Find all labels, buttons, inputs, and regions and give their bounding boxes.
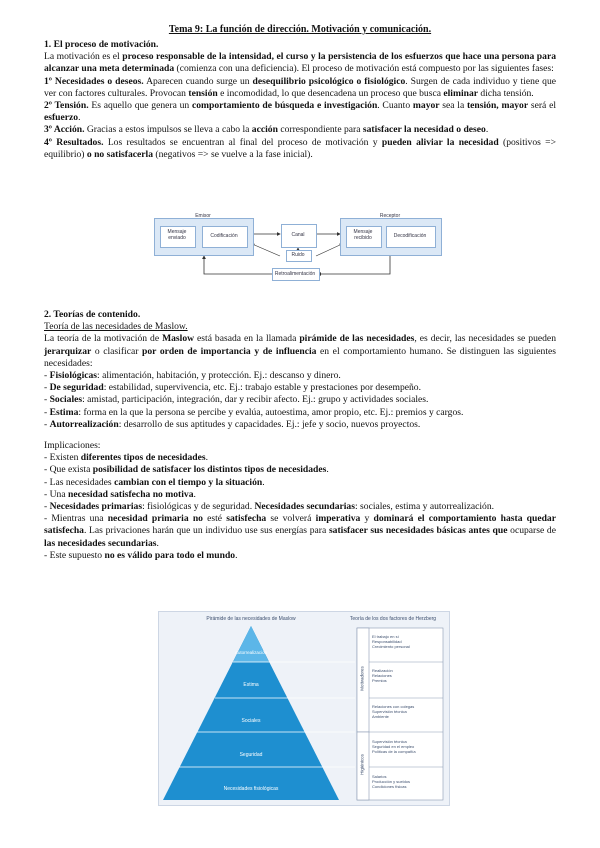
need-item: - De seguridad: estabilidad, supervivencia, etc. Ej.: trabajo estable y prestaciones por desempeño. xyxy=(44,382,421,394)
emisor-label: Emisor xyxy=(195,213,211,219)
implication-item: - Este supuesto no es válido para todo el mundo. xyxy=(44,549,238,561)
decodificacion-label: Decodificación xyxy=(393,233,427,239)
need-item: - Sociales: amistad, participación, integración, dar y recibir afecto. Ej.: grupo y actividades sociales. xyxy=(44,394,429,406)
implications xyxy=(44,440,556,562)
page-title: Tema 9: La función de dirección. Motivación y comunicación. xyxy=(168,24,432,35)
phase-2: 2º Tensión. Es aquello que genera un comportamiento de búsqueda e investigación. Cuanto mayor sea la tensión, mayor será el esfuerzo. xyxy=(44,100,556,124)
need-item: - Fisiológicas: alimentación, habitación, y protección. Ej.: descanso y dinero. xyxy=(44,370,341,382)
codificacion-label: Codificación xyxy=(210,233,238,239)
need-item: - Estima: forma en la que la persona se percibe y evalúa, autoestima, amor propio, etc. Ej.: premios y cargos. xyxy=(44,406,464,418)
phase-1: 1º Necesidades o deseos. Aparecen cuando surge un desequilibrio psicológico o fisiológico. Surgen de cada individuo y tiene que ver con factores culturales. Provocan tensión e incomodidad, lo que desencadena un proceso que busca eliminar dicha tensión. xyxy=(44,75,556,99)
section-2 xyxy=(44,309,556,431)
herzberg-row: Relaciones con colegas Supervisión técnica Ambiente xyxy=(372,704,415,719)
side-label-motivadores: Motivadores xyxy=(359,666,365,691)
level-estima: Estima xyxy=(243,682,259,688)
side-label-higienicos: Higiénicos xyxy=(359,754,365,775)
implication-item: - Existen diferentes tipos de necesidades. xyxy=(44,452,208,464)
maslow-herzberg-figure xyxy=(158,611,450,806)
implication-item: - Mientras una necesidad primaria no esté satisfecha se volverá imperativa y dominará el comportamiento hasta quedar satisfecha. Las privaciones harán que un individuo use sus energías para satisfacer sus necesidades básicas antes que ocuparse de las necesidades secundarias. xyxy=(44,513,556,549)
section-1 xyxy=(44,39,556,161)
figure-left-title: Pirámide de las necesidades de Maslow xyxy=(206,616,296,622)
herzberg-row: El trabajo en sí Responsabilidad Crecimiento personal xyxy=(372,634,410,649)
retroalimentacion-label: Retroalimentación xyxy=(274,271,316,277)
section-1-heading: 1. El proceso de motivación. xyxy=(44,39,159,50)
level-sociales: Sociales xyxy=(241,718,261,724)
herzberg-row: Salarios Producción y sueldos Condiciones físicas xyxy=(372,774,411,789)
communication-diagram xyxy=(150,212,446,284)
figure-right-title: Teoría de los dos factores de Herzberg xyxy=(349,616,437,622)
need-item: - Autorrealización: desarrollo de sus aptitudes y capacidades. Ej.: jefe y socio, nuevos proyectos. xyxy=(44,418,421,430)
level-autorrealizacion: Autorrealización xyxy=(234,650,268,655)
mensaje-enviado-label: Mensaje enviado xyxy=(167,229,187,241)
level-fisiologicas: Necesidades fisiológicas xyxy=(223,786,279,792)
implication-item: - Las necesidades cambian con el tiempo y la situación. xyxy=(44,476,265,488)
implication-item: - Que exista posibilidad de satisfacer los distintos tipos de necesidades. xyxy=(44,464,329,476)
mensaje-recibido-label: Mensaje recibido xyxy=(353,229,373,241)
phase-4: 4º Resultados. Los resultados se encuentran al final del proceso de motivación y pueden aliviar la necesidad (positivos => equilibrio) o no satisfacerla (negativos => se vuelve a la fase inicial). xyxy=(44,136,557,160)
implications-heading: Implicaciones: xyxy=(44,440,101,451)
paragraph-maslow: La teoría de la motivación de Maslow está basada en la llamada pirámide de las necesidades, es decir, las necesidades se pueden jerarquizar o clasificar por orden de importancia y de influencia en el comportamiento humano. Se distinguen las siguientes necesidades: xyxy=(44,333,556,369)
maslow-subheading: Teoría de las necesidades de Maslow. xyxy=(44,321,188,333)
implication-item: - Una necesidad satisfecha no motiva. xyxy=(44,488,196,500)
canal-label: Canal xyxy=(291,232,305,238)
implication-item: - Necesidades primarias: fisiológicas y de seguridad. Necesidades secundarias: sociales, estima y autorrealización. xyxy=(44,501,495,513)
paragraph-motivation: La motivación es el proceso responsable de la intensidad, el curso y la persistencia de los esfuerzos que hace una persona para alcanzar una meta determinada (comienza con una deficiencia). El proceso de motivación está compuesto por las siguientes fases: xyxy=(44,51,556,75)
phase-3: 3º Acción. Gracias a estos impulsos se lleva a cabo la acción correspondiente para satisfacer la necesidad o deseo. xyxy=(44,124,489,136)
ruido-label: Ruido xyxy=(291,252,305,258)
level-seguridad: Seguridad xyxy=(239,752,263,758)
receptor-label: Receptor xyxy=(379,213,401,219)
herzberg-row: Supervisión técnica Seguridad en el empleo Políticas de la compañía xyxy=(372,739,416,754)
section-2-heading: 2. Teorías de contenido. xyxy=(44,309,141,320)
herzberg-row: Realización Relaciones Premios xyxy=(372,668,393,683)
